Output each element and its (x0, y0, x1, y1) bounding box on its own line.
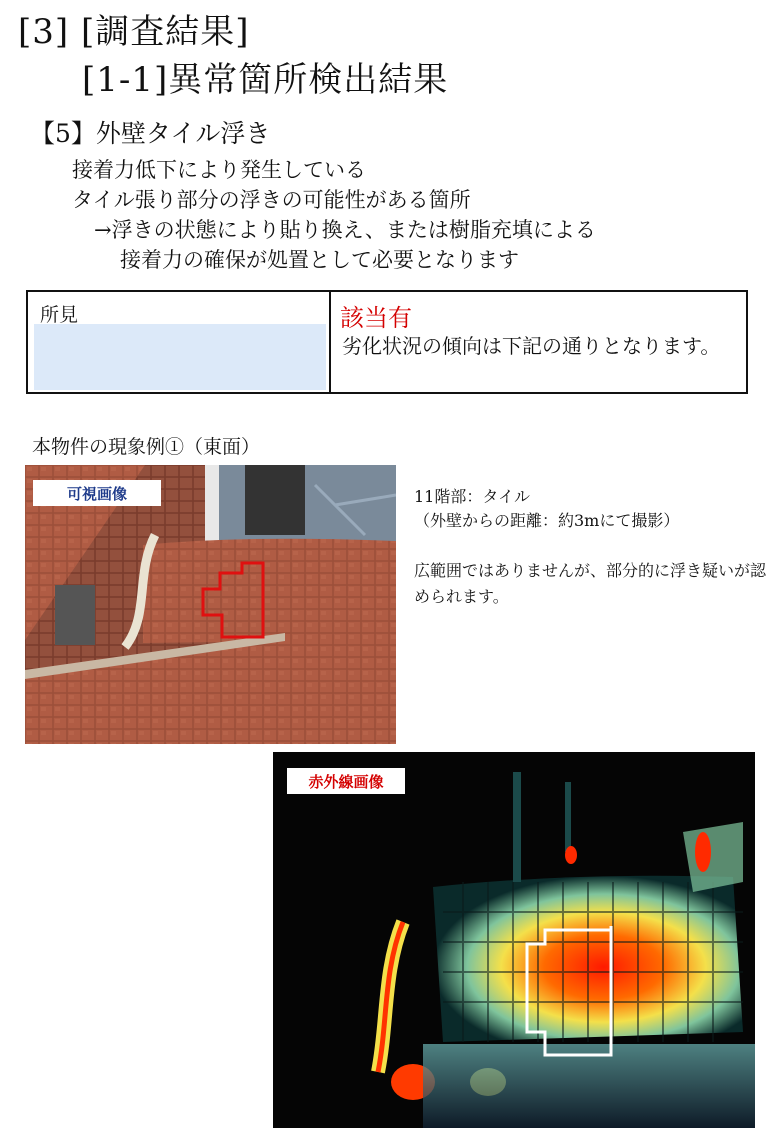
findings-fill (34, 324, 326, 390)
section-title: [3] [調査結果] (18, 12, 250, 52)
infrared-photo-image (273, 752, 755, 1128)
findings-label: 所見 (40, 304, 79, 326)
item-line-3: →浮きの状態により貼り換え、または樹脂充填による (94, 218, 596, 242)
item-line-2: タイル張り部分の浮きの可能性がある箇所 (72, 188, 471, 212)
distance-text: （外壁からの距離：約3mにて撮影） (414, 511, 680, 530)
visible-image-label: 可視画像 (33, 480, 161, 506)
item-line-1: 接着力低下により発生している (72, 158, 366, 182)
item-line-4: 接着力の確保が処置として必要となります (120, 248, 519, 272)
findings-box (26, 290, 748, 394)
findings-status: 該当有 (340, 304, 412, 332)
infrared-image-label: 赤外線画像 (287, 768, 405, 794)
example-caption: 本物件の現象例①（東面） (32, 436, 261, 458)
findings-description: 劣化状況の傾向は下記の通りとなります。 (342, 334, 721, 358)
infrared-photo (273, 752, 755, 1128)
findings-divider (329, 292, 331, 392)
comment-text: 広範囲ではありませんが、部分的に浮き疑いが認められます。 (414, 561, 767, 606)
sub-title: [1-1]異常箇所検出結果 (82, 60, 449, 100)
visible-photo (25, 465, 396, 744)
item-heading: 【5】外壁タイル浮き (30, 119, 271, 148)
visible-photo-image (25, 465, 396, 744)
location-text: 11階部：タイル (414, 487, 531, 506)
